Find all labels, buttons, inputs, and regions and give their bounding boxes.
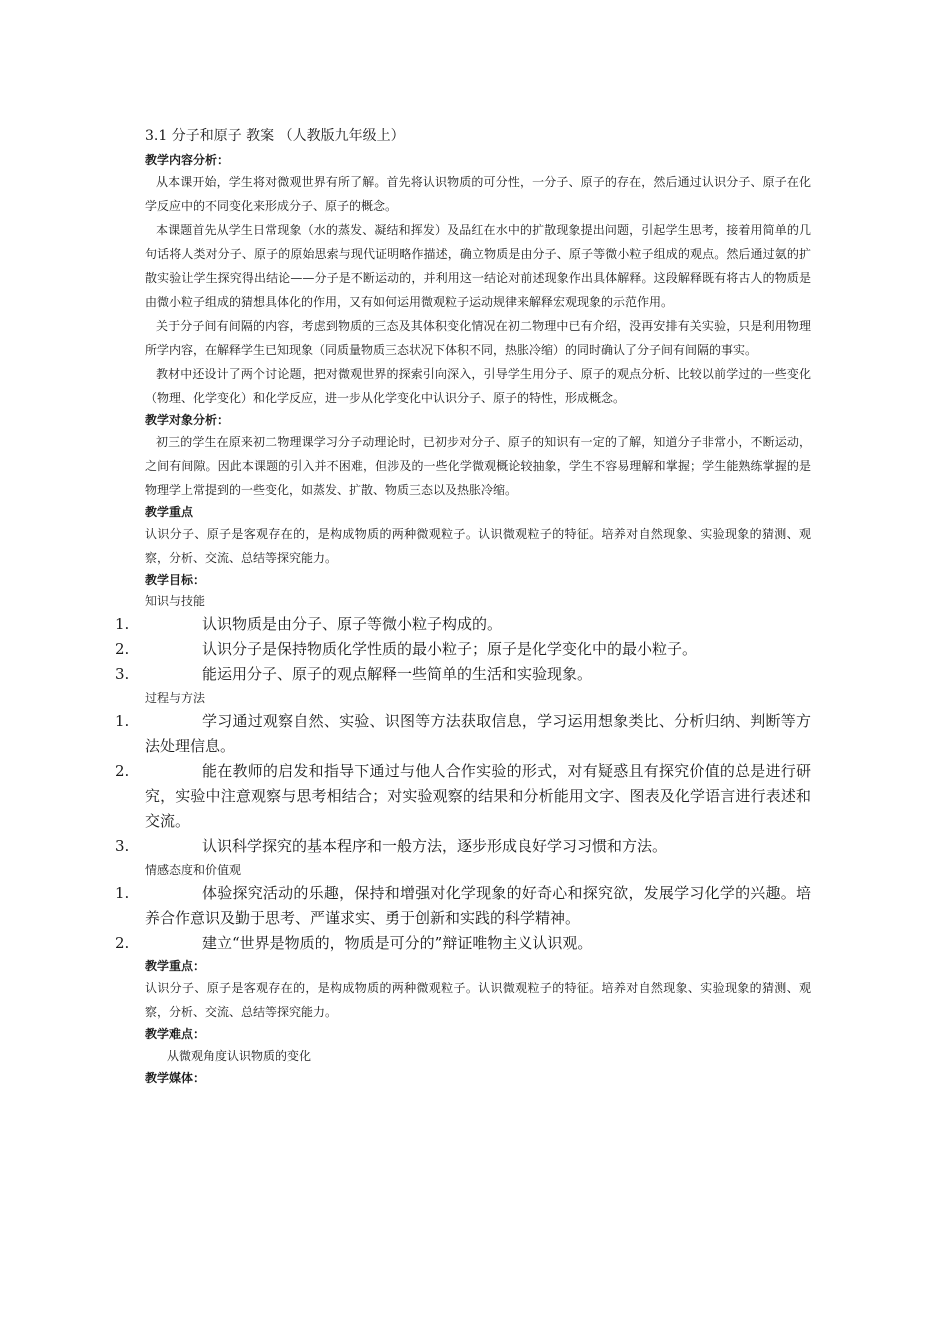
list-number: 2. bbox=[115, 934, 130, 952]
paragraph: 本课题首先从学生日常现象（水的蒸发、凝结和挥发）及品红在水中的扩散现象提出问题，引起学生思考，接着用简单的几句话将人类对分子、原子的原始思索与现代证明略作描述，确立物质是由分子、原子等微小粒子组成的观点。然后通过氨的扩散实验让学生探究得出结论——分子是不断运动的，并利用这一结论对前述现象作出具体解释。这段解释既有将古人的物质是由微小粒子组成的猜想具体化的作用，又有如何运用微观粒子运动规律来解释宏观现象的示范作用。 bbox=[145, 223, 811, 309]
list-item bbox=[115, 931, 811, 956]
section-heading-key-points: 教学重点： bbox=[145, 959, 206, 973]
section-heading-difficulties: 教学难点： bbox=[145, 1027, 206, 1041]
list-item-text: 能在教师的启发和指导下通过与他人合作实验的形式，对有疑惑且有探究价值的总是进行研究，实验中注意观察与思考相结合；对实验观察的结果和分析能用文字、图表及化学语言进行表述和交流。 bbox=[145, 762, 811, 830]
list-item bbox=[115, 759, 811, 834]
paragraph: 认识分子、原子是客观存在的，是构成物质的两种微观粒子。认识微观粒子的特征。培养对自然现象、实验现象的猜测、观察，分析、交流、总结等探究能力。 bbox=[145, 527, 811, 565]
list-item-text: 认识物质是由分子、原子等微小粒子构成的。 bbox=[202, 615, 503, 633]
list-item-text: 能运用分子、原子的观点解释一些简单的生活和实验现象。 bbox=[202, 665, 593, 683]
document-content bbox=[115, 126, 811, 1088]
paragraph: 从本课开始，学生将对微观世界有所了解。首先将认识物质的可分性，一分子、原子的存在，然后通过认识分子、原子在化学反应中的不同变化来形成分子、原子的概念。 bbox=[145, 175, 811, 213]
list-number: 1. bbox=[115, 615, 130, 633]
objective-group-label: 情感态度和价值观 bbox=[145, 863, 242, 877]
objective-list bbox=[115, 612, 811, 687]
list-item bbox=[115, 709, 811, 759]
section-heading-objectives: 教学目标： bbox=[145, 573, 206, 587]
list-number: 2. bbox=[115, 762, 130, 780]
list-item-text: 认识分子是保持物质化学性质的最小粒子；原子是化学变化中的最小粒子。 bbox=[202, 640, 698, 658]
objective-list bbox=[115, 709, 811, 859]
objective-group-label: 知识与技能 bbox=[145, 594, 206, 608]
document-title: 3.1 分子和原子 教案 （人教版九年级上） bbox=[145, 128, 405, 144]
list-item-text: 建立“世界是物质的，物质是可分的”辩证唯物主义认识观。 bbox=[202, 934, 593, 952]
list-item-text: 体验探究活动的乐趣，保持和增强对化学现象的好奇心和探究欲，发展学习化学的兴趣。培养合作意识及勤于思考、严谨求实、勇于创新和实践的科学精神。 bbox=[145, 884, 811, 927]
objective-group-label: 过程与方法 bbox=[145, 691, 206, 705]
paragraph: 教材中还设计了两个讨论题，把对微观世界的探索引向深入，引导学生用分子、原子的观点分析、比较以前学过的一些变化（物理、化学变化）和化学反应，进一步从化学变化中认识分子、原子的特性，形成概念。 bbox=[145, 367, 811, 405]
section-heading-key-points: 教学重点 bbox=[145, 505, 194, 519]
section-heading-content-analysis: 教学内容分析： bbox=[145, 153, 230, 167]
section-heading-student-analysis: 教学对象分析： bbox=[145, 413, 230, 427]
list-item bbox=[115, 662, 811, 687]
list-item-text: 认识科学探究的基本程序和一般方法，逐步形成良好学习习惯和方法。 bbox=[202, 837, 668, 855]
paragraph: 关于分子间有间隔的内容，考虑到物质的三态及其体积变化情况在初二物理中已有介绍，没再安排有关实验，只是利用物理所学内容，在解释学生已知现象（同质量物质三态状况下体积不同，热胀冷缩）的同时确认了分子间有间隔的事实。 bbox=[145, 319, 811, 357]
list-number: 3. bbox=[115, 665, 130, 683]
paragraph: 认识分子、原子是客观存在的，是构成物质的两种微观粒子。认识微观粒子的特征。培养对自然现象、实验现象的猜测、观察，分析、交流、总结等探究能力。 bbox=[145, 981, 811, 1019]
list-number: 3. bbox=[115, 837, 130, 855]
paragraph: 初三的学生在原来初二物理课学习分子动理论时，已初步对分子、原子的知识有一定的了解，知道分子非常小，不断运动，之间有间隙。因此本课题的引入并不困难，但涉及的一些化学微观概论较抽象，学生不容易理解和掌握；学生能熟练掌握的是物理学上常提到的一些变化，如蒸发、扩散、物质三态以及热胀冷缩。 bbox=[145, 435, 811, 497]
list-number: 1. bbox=[115, 712, 130, 730]
list-item bbox=[115, 612, 811, 637]
objective-list bbox=[115, 881, 811, 956]
section-heading-media: 教学媒体： bbox=[145, 1071, 206, 1085]
paragraph: 从微观角度认识物质的变化 bbox=[167, 1049, 312, 1063]
list-item bbox=[115, 834, 811, 859]
list-number: 2. bbox=[115, 640, 130, 658]
list-item bbox=[115, 881, 811, 931]
list-item bbox=[115, 637, 811, 662]
list-item-text: 学习通过观察自然、实验、识图等方法获取信息，学习运用想象类比、分析归纳、判断等方法处理信息。 bbox=[145, 712, 811, 755]
list-number: 1. bbox=[115, 884, 130, 902]
